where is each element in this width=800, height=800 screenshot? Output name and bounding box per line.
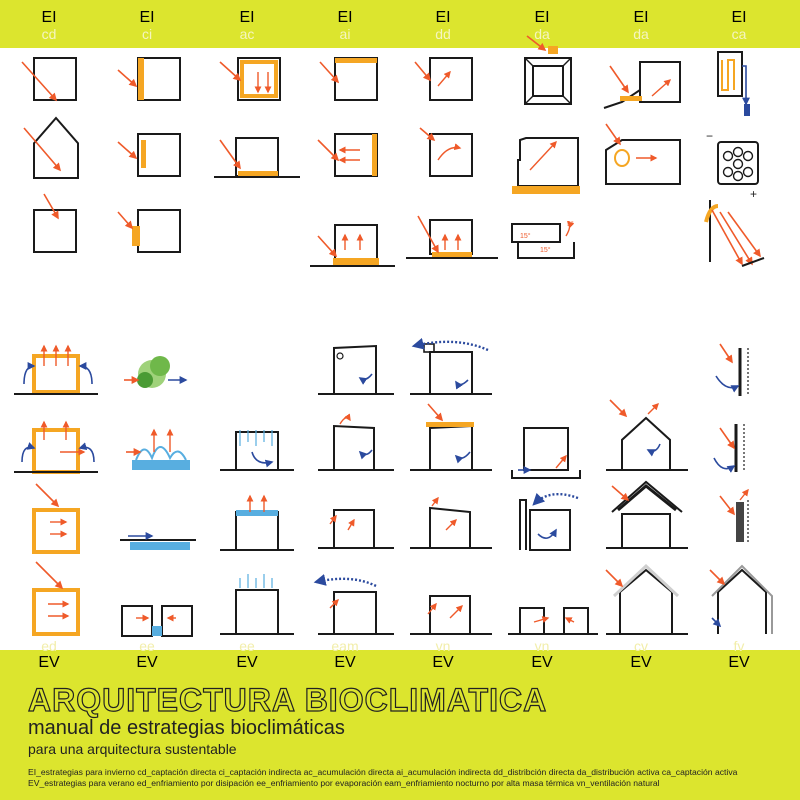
tree-canopy [150, 356, 170, 376]
building-outline [335, 225, 377, 259]
thermal-mass-wall [34, 510, 78, 552]
water-tank [615, 150, 629, 166]
building-outline [162, 606, 192, 636]
building-outline [238, 58, 280, 100]
massive-wall [736, 502, 744, 542]
roof-spray [240, 574, 272, 588]
legend-summer: EV_estrategias para verano ed_enfriamiento por disipación ee_enfriamiento por evaporación eam_enfriamiento nocturno por alta masa térmica vn_ventilación natural [28, 778, 660, 788]
sun-ray-arrow [36, 484, 58, 506]
building-outline [236, 138, 278, 176]
thermal-mass-wall [242, 62, 276, 96]
roof-mass [335, 58, 377, 63]
air-flow-arrow [648, 444, 660, 451]
building-outline [640, 62, 680, 102]
evaporation-plume [136, 447, 186, 460]
sun-ray-arrow [610, 400, 626, 416]
sun-ray-arrow [720, 344, 732, 362]
sun-ray-arrow [118, 70, 136, 86]
sun-ray-arrow [44, 194, 58, 218]
group-label: EI [534, 9, 550, 26]
heat-flow-arrow [348, 520, 354, 530]
chimney-edge [525, 58, 533, 66]
building-outline [430, 352, 472, 394]
group-label: EV [236, 654, 258, 671]
code-label: ed [41, 638, 57, 654]
heat-flow-arrow [648, 404, 658, 414]
water-pond [132, 460, 190, 470]
page-subtitle: manual de estrategias bioclimáticas [28, 717, 345, 739]
sun-ray-arrow [418, 216, 438, 252]
group-label: EV [136, 654, 158, 671]
code-label: ci [141, 26, 153, 42]
group-label: EV [728, 654, 750, 671]
group-label: EI [41, 9, 57, 26]
thermal-mass-wall [34, 590, 78, 634]
building-outline [334, 592, 376, 634]
building-outline [430, 134, 472, 176]
group-label: EI [239, 9, 255, 26]
code-label: ee [239, 638, 255, 654]
battery-cell [734, 172, 743, 181]
sun-ray-arrow [527, 36, 545, 50]
sun-ray-arrow [720, 496, 734, 514]
sun-ray-arrow [415, 62, 430, 80]
building-outline [334, 510, 374, 548]
courtyard-fountain [152, 626, 162, 636]
building-outline [138, 58, 180, 100]
da-cold-temp-label: 15° [520, 233, 531, 240]
da-hot-temp-label: 5° [567, 221, 574, 228]
air-flow-arrow [456, 452, 470, 458]
building-outline [335, 58, 377, 100]
vent-fan [337, 353, 343, 359]
code-label: cd [41, 26, 57, 42]
roof-vent [424, 344, 434, 352]
building-outline [334, 426, 374, 470]
code-label: dd [435, 26, 451, 42]
house-outline [620, 570, 672, 634]
group-label: EI [337, 9, 353, 26]
battery-cell [734, 160, 743, 169]
sun-ray-arrow [36, 562, 62, 588]
battery-cell [734, 148, 743, 157]
thermal-mass-wall [34, 430, 78, 472]
group-label: EV [334, 654, 356, 671]
code-label: ee [139, 638, 155, 654]
foundation-mass [512, 186, 580, 194]
sun-ray-arrow [712, 210, 742, 264]
sun-ray-arrow [318, 236, 336, 256]
house-outline [622, 418, 670, 470]
building-outline [430, 58, 472, 100]
roof-pond [130, 542, 190, 550]
sun-ray-arrow [22, 62, 56, 100]
building-outline [430, 596, 470, 634]
building-outline [524, 428, 568, 470]
code-label: eam [331, 638, 359, 654]
heat-flow-arrow [652, 80, 670, 96]
code-label: ai [339, 26, 351, 42]
heat-flow-arrow [556, 456, 566, 468]
ca-plus-label: + [750, 187, 758, 201]
building-outline [34, 58, 76, 100]
code-label: vn [435, 638, 451, 654]
sun-ray-arrow [606, 570, 622, 586]
building-outline [138, 210, 180, 252]
group-label: EV [531, 654, 553, 671]
reflector-plate [742, 258, 764, 266]
legend-winter: EI_estrategias para invierno cd_captación directa ci_captación indirecta ac_acumulación directa ai_acumulación indirecta dd_distribción directa da_distribución activa ca_captación activa [28, 767, 738, 777]
tree-canopy [137, 372, 153, 388]
page-subtitle-secondary: para una arquitectura sustentable [28, 741, 237, 757]
code-label: da [633, 26, 649, 42]
night-air-arrow [414, 342, 488, 350]
collector-pipe [722, 60, 734, 90]
code-label: vn [534, 638, 550, 654]
code-label: ac [239, 26, 255, 42]
page-title: ARQUITECTURA BIOCLIMATICA [28, 682, 548, 718]
attached-sunspace [132, 226, 140, 246]
pipe-outlet [744, 104, 750, 116]
building-outline [430, 426, 472, 470]
battery-cell [724, 168, 733, 177]
wind-tower [520, 500, 526, 550]
group-label: EI [435, 9, 451, 26]
ventilated-envelope [712, 566, 772, 634]
sun-ray-arrow [710, 570, 724, 584]
air-flow-arrow [360, 374, 372, 379]
building-outline [530, 510, 570, 550]
building-outline [622, 514, 670, 548]
group-label: EV [432, 654, 454, 671]
code-label: ca [731, 26, 747, 42]
da-ground-temp-label: 15° [540, 247, 551, 254]
building-outline [564, 608, 588, 634]
sun-ray-arrow [606, 124, 620, 144]
solar-concentrator [706, 206, 718, 222]
night-air-arrow [534, 494, 578, 504]
group-label: EV [38, 654, 60, 671]
heat-flow-arrow [446, 520, 456, 530]
heat-flow-arrow [438, 72, 450, 86]
sun-ray-arrow [720, 428, 734, 448]
rock-bed [333, 258, 379, 266]
building-outline [335, 134, 377, 176]
air-flow-arrow [456, 380, 468, 385]
group-label: EI [633, 9, 649, 26]
group-label: EV [630, 654, 652, 671]
building-outline [520, 608, 544, 634]
roof-overhang [426, 422, 474, 427]
battery-cell [744, 152, 753, 161]
group-label: EI [139, 9, 155, 26]
solar-collector [620, 96, 642, 101]
group-label: EI [731, 9, 747, 26]
water-wall [372, 134, 377, 176]
trombe-wall [138, 58, 144, 100]
code-label: da [534, 26, 550, 42]
sun-ray-arrow [428, 404, 442, 420]
ca-minus-label: − [706, 129, 714, 143]
air-flow-arrow [716, 376, 738, 388]
heat-flow-arrow [566, 618, 574, 622]
code-label: fv [733, 638, 745, 654]
air-flow-arrow [252, 452, 272, 463]
building-outline [518, 138, 578, 186]
heat-flow-arrow [450, 606, 462, 618]
house-outline [718, 570, 766, 634]
sun-ray-arrow [118, 142, 136, 158]
air-flow-arrow [538, 530, 556, 538]
air-flow-arrow [80, 447, 94, 462]
chimney-edge [525, 96, 533, 104]
building-outline [236, 590, 278, 634]
heat-flow-arrow [438, 148, 460, 161]
sun-ray-arrow [610, 66, 628, 92]
code-label: cv [634, 638, 648, 654]
ground-duct [512, 470, 580, 478]
chimney-edge [563, 96, 571, 104]
air-flow-arrow [80, 366, 92, 384]
building-outline [122, 606, 152, 636]
building-outline [430, 508, 470, 548]
battery-cell [744, 168, 753, 177]
heat-flow-arrow [340, 418, 350, 424]
trombe-wall [141, 140, 146, 168]
heat-flow-arrow [530, 142, 556, 170]
sun-ray-arrow [118, 212, 132, 228]
building-outline [34, 210, 76, 252]
heat-flow-arrow [740, 490, 748, 500]
air-flow-arrow [714, 458, 734, 469]
roof-pond [236, 510, 278, 516]
building-outline [236, 512, 278, 550]
pv-battery [718, 142, 758, 184]
battery-cell [724, 152, 733, 161]
collector-panel [548, 46, 558, 54]
sun-ray-arrow [612, 486, 628, 500]
air-flow-arrow [360, 450, 372, 455]
chimney-edge [563, 58, 571, 66]
heat-flow-arrow [432, 498, 438, 506]
building-outline [606, 140, 680, 184]
night-air-arrow [316, 579, 376, 586]
heat-flow-arrow [534, 618, 548, 622]
